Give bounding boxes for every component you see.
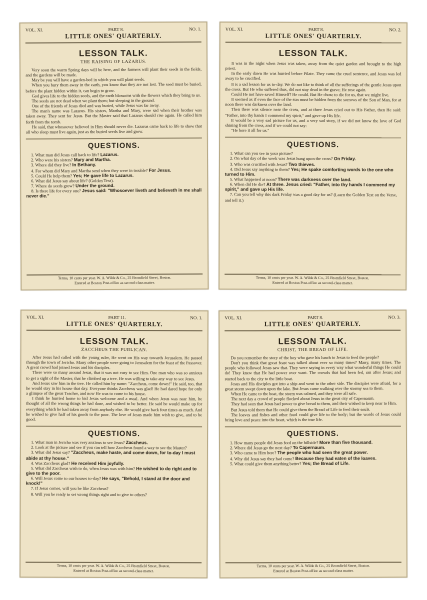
question-answer: He received Him joyfully. xyxy=(71,460,125,466)
question-answer: Under the ground. xyxy=(75,182,115,189)
question-text: 6. Will Jesus come to our houses to-day? xyxy=(30,475,102,482)
lesson-paragraph: When He came to the boat, the storm was calmed, and they were all safe. xyxy=(230,390,357,397)
lesson-title: LESSON TALK. xyxy=(78,47,148,59)
question-answer: There was darkness over the land. xyxy=(277,176,352,183)
question-text: 3. What did Jesus say? xyxy=(30,450,70,456)
part-label: PART 8. xyxy=(108,26,124,33)
question-text: 1. What can you see in your picture? xyxy=(229,150,293,157)
card-footer: Terms, 10 cents per year. W. A. Wilde & Co., 25 Bromfield Street, Boston. Entered at Boston Post-office as second-class matter. xyxy=(27,274,203,286)
lesson-paragraph: God gives life to the hidden seeds, and the earth blossoms with the flowers which they bring to us. xyxy=(31,92,201,99)
question-text: 8. Is there life for every one? xyxy=(31,188,81,194)
card-footer: Terms, 10 cents per year. W. A. Wilde & Co., 25 Bromfield Street, Boston. Entered at Boston Post-office as second-class matter. xyxy=(26,562,202,573)
question-answer: In Bethany. xyxy=(72,162,97,168)
lesson-paragraph: The next day a crowd of people flocked about Jesus in the great city of Capernaum. xyxy=(230,396,375,402)
card-footer: Terms, 10 cents per year. W. A. Wilde & Co., 25 Bromfield Street, Boston. Entered at Boston Post-office as second-class matter. xyxy=(225,562,401,573)
question-item xyxy=(225,182,401,193)
card-footer: Terms, 10 cents per year. W. A. Wilde & Co., 25 Bromfield Street, Boston. Entered at Boston Post-office as second-class matter. xyxy=(225,274,401,285)
question-text: 7. Where do seeds grow? xyxy=(31,183,75,189)
volume-label: VOL. XI. xyxy=(26,314,45,320)
question-answer: Zaccheus. xyxy=(125,440,148,446)
questions-list xyxy=(225,151,401,203)
publication-title: LITTLE ONES' QUARTERLY. xyxy=(26,321,202,332)
lesson-paragraph: Don't you think that great feast was talked about ever so many times? Many, many times. The people who followed Jesus saw that. They were saying in every way what wonderful things He could do! They knew that He had power over want. The crowds that had been fed, ran after Jesus; and started back to the city to the little boat. xyxy=(224,359,401,381)
number-label: NO. 1. xyxy=(190,315,203,321)
questions-list xyxy=(26,440,202,497)
lesson-paragraph: The man's name was Lazarus. His sisters, Martha and Mary, were sad when their brother was taken away. They sent for Jesus. But the Master said that Lazarus should rise again. He called him forth from the tomb. xyxy=(25,107,202,125)
question-answer: Yes; He gave life to Lazarus. xyxy=(73,172,134,178)
question-answer: The people who had seen the great power. xyxy=(277,450,368,456)
part-label: PART 8. xyxy=(307,314,324,321)
question-item xyxy=(26,476,202,487)
number-label: NO. 3. xyxy=(388,314,401,320)
question-text: 6. When did He die? xyxy=(229,181,266,187)
question-text: 5. What happened at noon? xyxy=(229,176,277,182)
question-text: 4. Why did Jesus say they had come? xyxy=(230,455,295,461)
lesson-card xyxy=(19,22,208,291)
lesson-paragraph: It seemed as if even the face of the sun must be hidden from the sorrows of the Son of Man, for at noon there was darkness over the land. xyxy=(225,96,402,108)
question-text: 5. Could He help them? xyxy=(31,172,73,179)
question-text: 6. What did Jesus say about life? (Golden Text). xyxy=(31,177,114,184)
questions-heading: QUESTIONS. xyxy=(225,137,401,150)
lesson-title: LESSON TALK. xyxy=(278,47,348,59)
lesson-paragraph: The seeds are not dead when we plant them; but sleeping in the ground. xyxy=(31,97,155,104)
lesson-title: LESSON TALK. xyxy=(79,335,149,347)
question-text: 3. Where did they live? xyxy=(31,162,72,168)
part-label: PART 8. xyxy=(308,26,324,33)
lesson-paragraph: "He bore it all for us." xyxy=(231,127,270,133)
lesson-paragraph: After Jesus had called with the young ruler, He went on His way towards Jerusalem. He passed through the town of Jericho. Many other people were going to Jerusalem for the feast of the Passover. A great crowd had joined Jesus and his disciples. xyxy=(26,354,203,371)
volume-label: VOL. XI. xyxy=(225,26,244,32)
question-text: 8. Will you be ready to set wrong things right and to give to others? xyxy=(30,491,147,497)
lesson-subtitle: ZACCHEUS THE PUBLICAN. xyxy=(81,346,148,353)
question-answer: "Zaccheus, make haste, and come down, for to-day I must abide at thy house." xyxy=(25,450,196,461)
question-answer: For Jesus. xyxy=(148,167,172,173)
volume-label: VOL. XI. xyxy=(25,27,44,33)
lesson-paragraph: They had seen that Jesus had power to give bread to them, and their wished to keep near to Him. xyxy=(230,401,397,407)
lesson-paragraph: In the early dawn He was hurried before Pilate. They came the cruel sentence, and Jesus was led away to be crucified. xyxy=(225,71,402,82)
lesson-paragraph: Jesus and His disciples got into a ship and went to the other side. The disciples were afraid, for a great storm swept down upon the lake. But Jesus came walking over the stormy sea to them. xyxy=(224,380,401,392)
lesson-paragraph: It was in the night when Jesus was taken, away from the quiet garden and brought to the high priest. xyxy=(225,60,402,71)
question-answer: Two thieves. xyxy=(288,161,316,167)
card-header xyxy=(26,315,202,321)
question-text: 1. What man in Jericho was very anxious to see Jesus? xyxy=(30,439,125,446)
lesson-body xyxy=(26,355,202,423)
question-item xyxy=(225,460,401,466)
question-text: 5. What did Zaccheus wish to do, when Jesus was with him? xyxy=(30,465,136,471)
publication-title: LITTLE ONES' QUARTERLY. xyxy=(225,33,401,44)
lesson-subtitle: CHRIST, THE BREAD OF LIFE. xyxy=(277,346,349,353)
question-item xyxy=(225,192,401,203)
lesson-paragraph: The loaves and fishes and other food could give life to the body; but the words of Jesus could bring love and peace into the heart, which is the true life. xyxy=(224,411,401,423)
question-text: 3. Who was crucified with Jesus? xyxy=(229,161,288,167)
questions-list xyxy=(26,152,202,199)
question-answer: Yes; the Bread of Life. xyxy=(302,460,350,466)
lesson-title: LESSON TALK. xyxy=(278,335,348,347)
lesson-paragraph: It is a sad lesson for us to-day. We do not like to think of all the sufferings of the gentle Jesus upon the cross. But He who suffered thus, did not stay dead in the grave; He rose again. xyxy=(225,81,402,92)
lesson-paragraph: Do you remember the story of the boy who gave his lunch to Jesus to feed the people? xyxy=(230,354,380,361)
card-header xyxy=(225,27,401,33)
question-text: 1. What man did Jesus call back to life? xyxy=(30,152,100,158)
number-label: NO. 2. xyxy=(389,27,402,33)
lesson-paragraph: Then there was silence near the cross, and at three Jesus cried out to His Father, then He said: "Father, into thy hands I commend my spirit," and gave up His life. xyxy=(225,107,402,118)
questions-heading: QUESTIONS. xyxy=(26,138,202,151)
question-text: 2. On what day of the week was Jesus hung upon the cross? xyxy=(229,156,333,162)
lesson-card xyxy=(20,310,209,579)
card-header xyxy=(25,27,201,33)
question-answer: Mary and Martha. xyxy=(73,157,111,163)
lesson-subtitle: THE RAISING OF LAZARUS. xyxy=(80,58,147,65)
lesson-paragraph: But Jesus told them that He could give them the Bread of Life to feed their souls. xyxy=(230,406,371,412)
question-text: 1. How many people did Jesus feed on the hillside? xyxy=(229,440,319,446)
lesson-paragraph: I think he hurried home to bid Jesus welcome and a meal. And when Jesus was near him, he thought of all the wrong things he had done, and wished to be better. He said he would make up for everything which he had taken away from anybody else. He would give back four times as much. And he wished to give half of his goods to the poor. The love of Jesus made him wish to give, and to be good. xyxy=(26,395,203,422)
lesson-paragraph: There were so many around Jesus, that it was not easy to see Him. One man who was so anxious to get a sight of the Master, that he climbed up a tree. He was willing to take any way to see Jesus. xyxy=(26,370,203,381)
lesson-paragraph: Very soon the warm Spring days will be here, and the farmers will plant their seeds in the fields, and the gardens will be made. xyxy=(25,66,202,78)
lesson-body xyxy=(225,61,401,134)
question-text: 3. Who came to Him here? xyxy=(230,450,277,456)
lesson-body xyxy=(26,67,202,135)
questions-heading: QUESTIONS. xyxy=(26,426,202,439)
question-text: 2. Who were his sisters? xyxy=(31,157,73,163)
questions-heading: QUESTIONS. xyxy=(225,426,401,439)
question-text: 2. Look at the picture and see if you can tell how Zaccheus found a way to see the Master? xyxy=(30,444,187,451)
question-item xyxy=(26,491,202,497)
publication-title: LITTLE ONES' QUARTERLY. xyxy=(225,321,401,332)
lesson-body xyxy=(225,355,401,423)
question-text: 4. For whom did Mary and Martha send when they were in trouble? xyxy=(31,167,148,173)
volume-label: VOL. XI. xyxy=(224,315,243,321)
question-item xyxy=(26,188,202,199)
lesson-paragraph: May be you will have a garden-bed in which you will plant seeds. xyxy=(31,77,145,83)
question-item xyxy=(26,450,202,461)
question-answer: Lazarus. xyxy=(100,152,119,158)
lesson-paragraph: One of the friends of Jesus died and was buried, while Jesus was far away. xyxy=(31,102,160,109)
question-text: 4. Was Zaccheus glad? xyxy=(30,460,71,466)
question-item xyxy=(225,166,401,177)
question-answer: Jesus said: "Whosoever liveth and believeth in me shall never die." xyxy=(26,187,202,199)
question-answer: Because they had eaten of the loaves. xyxy=(295,455,377,461)
publication-title: LITTLE ONES' QUARTERLY. xyxy=(25,33,201,44)
question-answer: Yes; He spake comforting words to the one who turned to Him. xyxy=(224,166,394,177)
question-text: 7. If Jesus comes, will you be like Zaccheus? xyxy=(30,486,109,492)
question-answer: On Friday. xyxy=(333,156,356,162)
question-answer: To Capernaum. xyxy=(292,445,326,451)
question-answer: More than five thousand. xyxy=(319,439,373,446)
card-header xyxy=(225,315,401,321)
question-text: 4. Did Jesus say anything to them? xyxy=(229,166,290,172)
question-answer: He says, "Behold, I stand at the door and knock!" xyxy=(25,476,190,487)
lesson-paragraph: It would be a very sad picture for us, and a very sad story, if we did not know the love of God shining from the cross, and if we could not say: xyxy=(225,117,402,128)
lesson-paragraph: And Jesus saw him in the tree. He called him by name: "Zaccheus, come down!" He said, too, that he would stay in his house that day. Everyone thinks Zaccheus was glad! He had dared hope for only a glimpse of the great Teacher, and now He was to come to his house. xyxy=(26,380,203,397)
question-text: 5. What could give them anything better? xyxy=(230,460,302,466)
part-label: PART 11. xyxy=(108,314,126,321)
question-item xyxy=(26,466,202,477)
lesson-paragraph: When you bury them away in the earth, you know that they are not lost. The seed must be buried, before the plant hidden within it, can begin to grow. xyxy=(25,82,202,94)
question-text: 2. Where did Jesus go the next day? xyxy=(230,445,292,451)
number-label: NO. 1. xyxy=(188,26,202,32)
questions-list xyxy=(225,440,401,466)
lesson-card xyxy=(219,22,408,291)
lesson-paragraph: Could He not have saved Himself? He could. But He chose to die for us, that we might live. xyxy=(231,91,390,98)
question-answer: At three. Jesus cried: "Father, into thy hands I commend my spirit," and gave up His life. xyxy=(224,181,396,193)
question-text: 7. Can you tell why this dark Friday was a good day for us? (Learn the Golden Text on the Verse, and tell it.) xyxy=(224,192,397,203)
lesson-card xyxy=(219,310,408,579)
lesson-paragraph: He said, that whosoever believed in Him should never die. Lazarus came back to life to show that all who sleep must live again, just as the buried seeds live and grow. xyxy=(25,123,202,135)
question-answer: He wished to do right and to give to the poor. xyxy=(25,465,197,476)
